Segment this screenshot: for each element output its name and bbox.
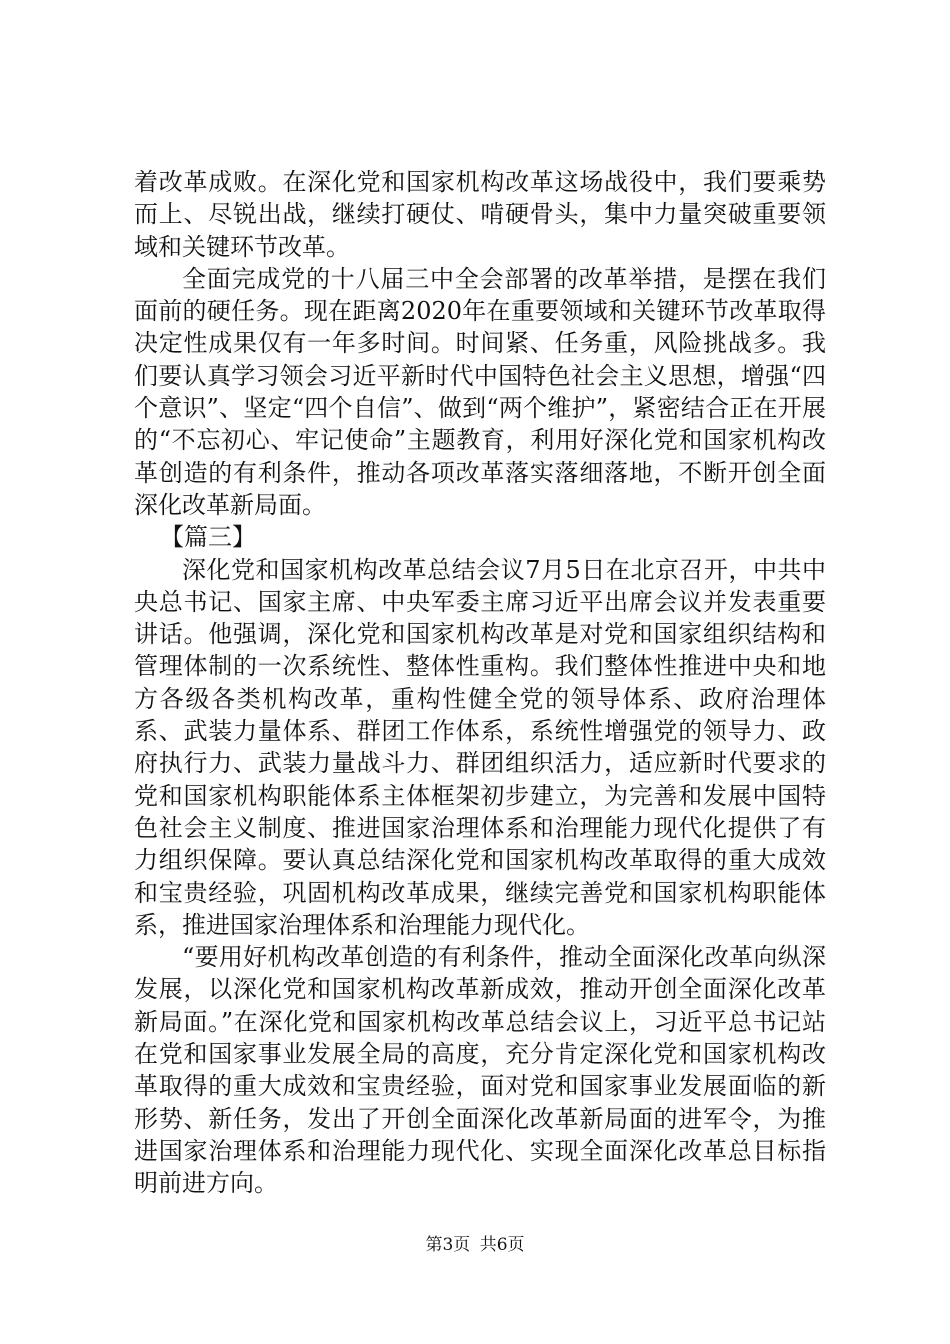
page-total: 共6页 [479,1235,525,1255]
paragraph-continuation: 着改革成败。在深化党和国家机构改革这场战役中，我们要乘势而上、尽锐出战，继续打硬仗、啃硬骨头，集中力量突破重要领域和关键环节改革。 [134,168,826,261]
page-number: 第3页 [425,1235,471,1255]
paragraph-task: 全面完成党的十八届三中全会部署的改革举措，是摆在我们面前的硬任务。现在距离2020年在重要领域和关键环节改革取得决定性成果仅有一年多时间。时间紧、任务重，风险挑战多。我们要认真学习领会习近平新时代中国特色社会主义思想，增强“四个意识”、坚定“四个自信”、做到“两个维护”，紧密结合正在开展的“不忘初心、牢记使命”主题教育，利用好深化党和国家机构改革创造的有利条件，推动各项改革落实落细落地，不断开创全面深化改革新局面。 [134,264,826,519]
section-heading: 【篇三】 [160,523,256,552]
document-body [134,166,826,1200]
page-footer [0,1230,950,1255]
paragraph-quote: “要用好机构改革创造的有利条件，推动全面深化改革向纵深发展，以深化党和国家机构改革新成效，推动开创全面深化改革新局面。”在深化党和国家机构改革总结会议上，习近平总书记站在党和国家事业发展全局的高度，充分肯定深化党和国家机构改革取得的重大成效和宝贵经验，面对党和国家事业发展面临的新形势、新任务，发出了开创全面深化改革新局面的进军令，为推进国家治理体系和治理能力现代化、实现全面深化改革总目标指明前进方向。 [134,943,826,1198]
paragraph-meeting: 深化党和国家机构改革总结会议7月5日在北京召开，中共中央总书记、国家主席、中央军委主席习近平出席会议并发表重要讲话。他强调，深化党和国家机构改革是对党和国家组织结构和管理体制的一次系统性、整体性重构。我们整体性推进中央和地方各级各类机构改革，重构性健全党的领导体系、政府治理体系、武装力量体系、群团工作体系，系统性增强党的领导力、政府执行力、武装力量战斗力、群团组织活力，适应新时代要求的党和国家机构职能体系主体框架初步建立，为完善和发展中国特色社会主义制度、推进国家治理体系和治理能力现代化提供了有力组织保障。要认真总结深化党和国家机构改革取得的重大成效和宝贵经验，巩固机构改革成果，继续完善党和国家机构职能体系，推进国家治理体系和治理能力现代化。 [134,555,826,939]
